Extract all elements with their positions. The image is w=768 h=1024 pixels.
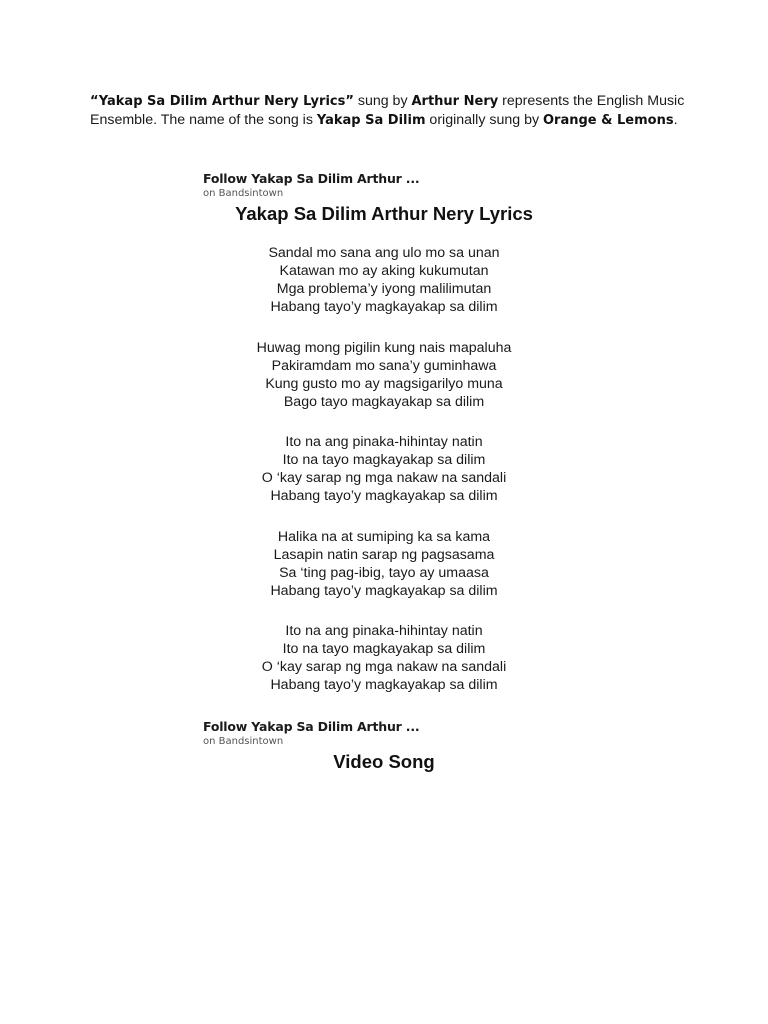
lyric-line: Habang tayo’y magkayakap sa dilim: [270, 299, 498, 315]
lyric-line: Ito na ang pinaka-hihintay natin: [285, 623, 483, 639]
intro-paragraph: [90, 92, 690, 130]
artist-name: Arthur Nery: [411, 94, 499, 109]
lyrics-heading: Yakap Sa Dilim Arthur Nery Lyrics: [235, 203, 533, 224]
lyric-line: Sandal mo sana ang ulo mo sa unan: [268, 245, 500, 261]
lyric-line: Ito na tayo magkayakap sa dilim: [282, 641, 486, 657]
bandsintown-follow-widget-2[interactable]: [203, 719, 563, 748]
lyric-line: Kung gusto mo ay magsigarilyo muna: [265, 375, 503, 392]
lyrics-stanza-4: [0, 528, 768, 600]
lyrics-stanza-1: [0, 244, 768, 316]
lyric-line: Habang tayo’y magkayakap sa dilim: [270, 677, 498, 693]
original-artist: Orange & Lemons: [543, 113, 674, 128]
intro-text-2: represents the English Music Ensemble. The name of the song is: [90, 93, 685, 128]
lyric-line: Ito na ang pinaka-hihintay natin: [285, 434, 483, 450]
follow-widget-title[interactable]: Follow Yakap Sa Dilim Arthur ...: [203, 719, 420, 734]
song-title-quote: “Yakap Sa Dilim Arthur Nery Lyrics”: [90, 94, 354, 109]
lyrics-body: [0, 244, 768, 717]
song-name: Yakap Sa Dilim: [316, 113, 426, 128]
lyric-line: Ito na tayo magkayakap sa dilim: [282, 452, 486, 468]
lyric-line: Mga problema’y iyong malilimutan: [276, 281, 492, 297]
follow-widget-subtitle: on Bandsintown: [203, 736, 284, 747]
lyric-line: Lasapin natin sarap ng pagsasama: [273, 546, 495, 563]
lyric-line: Bago tayo magkayakap sa dilim: [283, 393, 485, 410]
follow-widget-subtitle: on Bandsintown: [203, 188, 284, 199]
lyric-line: O ‘kay sarap ng mga nakaw na sandali: [261, 470, 507, 486]
video-song-heading: Video Song: [333, 751, 435, 772]
lyric-line: Pakiramdam mo sana’y guminhawa: [271, 357, 497, 374]
lyric-line: Huwag mong pigilin kung nais mapaluha: [256, 339, 512, 356]
intro-text-3: originally sung by: [425, 112, 543, 128]
bandsintown-follow-widget[interactable]: [203, 171, 563, 200]
lyrics-stanza-5: [0, 622, 768, 694]
follow-widget-title[interactable]: Follow Yakap Sa Dilim Arthur ...: [203, 171, 420, 186]
lyrics-stanza-2: [0, 339, 768, 411]
lyric-line: O ‘kay sarap ng mga nakaw na sandali: [261, 659, 507, 675]
lyric-line: Habang tayo’y magkayakap sa dilim: [270, 488, 498, 504]
lyrics-stanza-3: [0, 433, 768, 505]
lyric-line: Katawan mo ay aking kukumutan: [279, 263, 489, 279]
intro-text-4: .: [673, 112, 678, 128]
lyric-line: Habang tayo’y magkayakap sa dilim: [270, 582, 498, 599]
lyric-line: Halika na at sumiping ka sa kama: [277, 528, 491, 545]
intro-text-1: sung by: [353, 93, 412, 109]
lyric-line: Sa ‘ting pag-ibig, tayo ay umaasa: [279, 564, 489, 581]
